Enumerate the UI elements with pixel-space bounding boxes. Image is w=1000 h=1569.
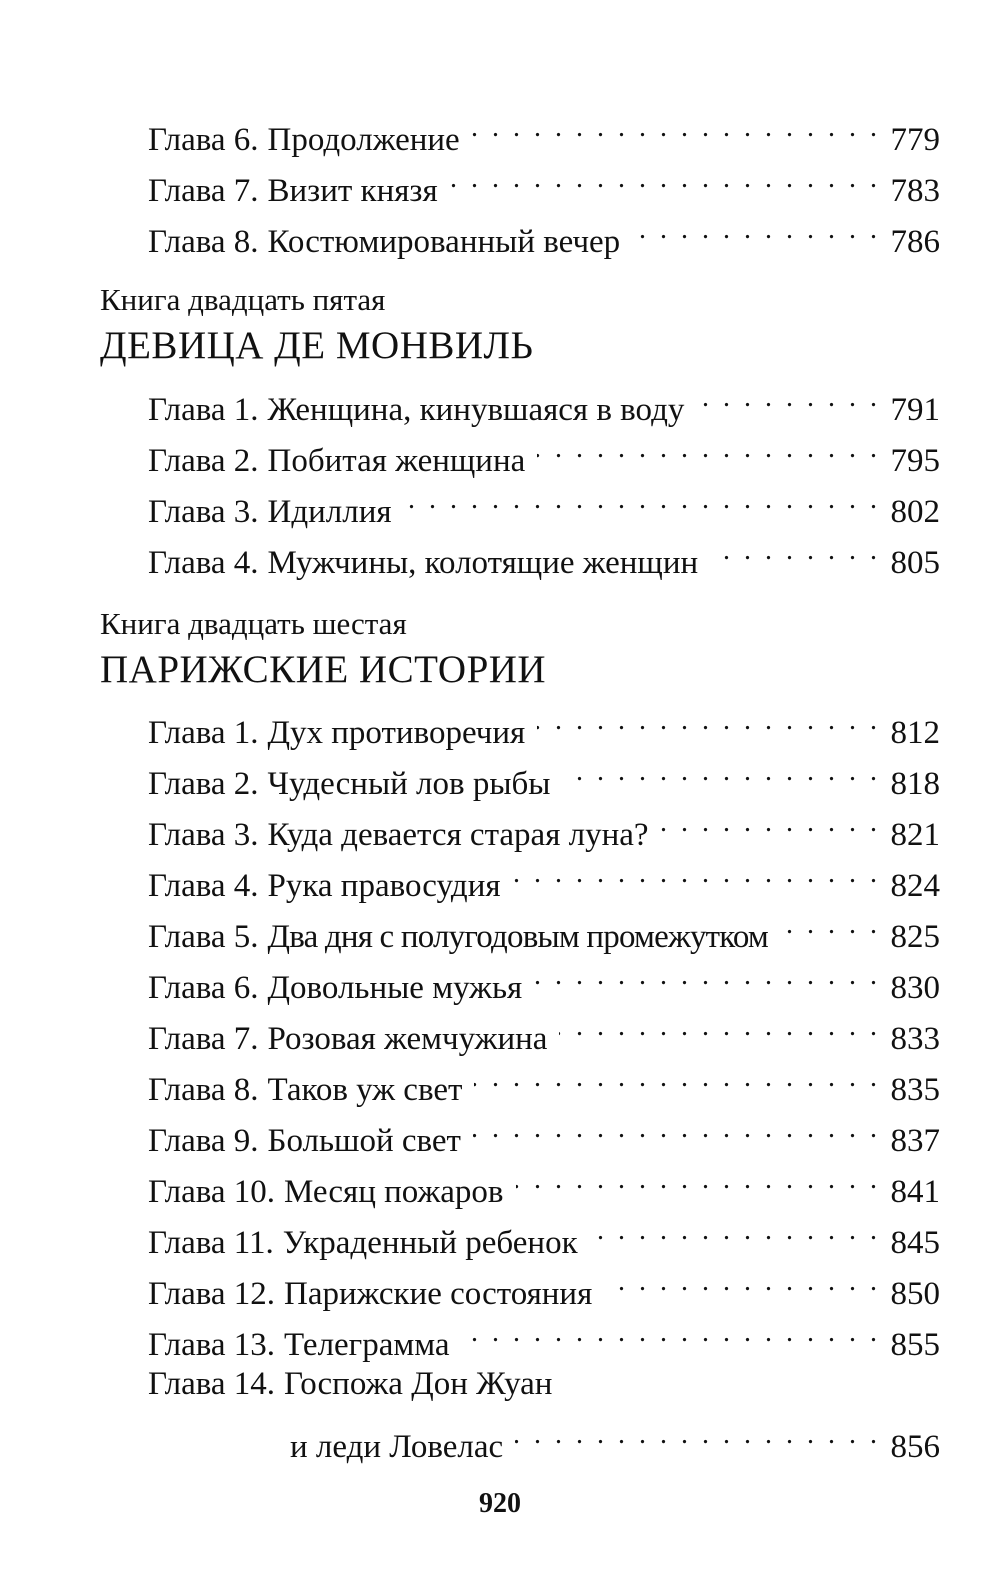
dot-leader (472, 106, 881, 150)
chapter-number: Глава 2. (148, 443, 259, 479)
chapter-title: Продолжение (267, 122, 460, 158)
dot-leader (559, 1005, 880, 1049)
page-number: 795 (890, 443, 940, 479)
dot-leader (696, 376, 880, 420)
dot-leader (590, 1209, 881, 1253)
toc-entry-label (148, 1221, 578, 1265)
chapter-title: Рука правосудия (267, 868, 501, 904)
page-number: 783 (890, 173, 940, 209)
dot-leader (562, 750, 880, 794)
toc-entry-label (148, 762, 550, 806)
page-number: 841 (890, 1174, 940, 1210)
dot-leader (516, 1158, 881, 1202)
toc-entry-label (148, 813, 649, 857)
book-label: Книга двадцать пятая (100, 282, 386, 317)
chapter-title: Розовая жемчужина (267, 1021, 548, 1057)
page-number: 845 (890, 1225, 940, 1261)
toc-entry-label (148, 1323, 450, 1367)
toc-entry (148, 1311, 940, 1363)
page-number: 821 (890, 817, 940, 853)
chapter-number: Глава 3. (148, 817, 259, 853)
chapter-title: Идиллия (267, 494, 392, 530)
chapter-title: Таков уж свет (267, 1072, 463, 1108)
dot-leader (515, 1413, 880, 1457)
toc-entry-label (148, 1272, 592, 1316)
dot-leader (473, 1107, 881, 1151)
dot-leader (537, 699, 880, 743)
toc-entry (148, 1056, 940, 1108)
book-label: Книга двадцать шестая (100, 606, 407, 641)
chapter-number: Глава 1. (148, 392, 259, 428)
chapter-number: Глава 12. (148, 1276, 276, 1312)
dot-leader (534, 954, 880, 998)
chapter-number: Глава 1. (148, 715, 259, 751)
chapter-number: Глава 10. (148, 1174, 276, 1210)
page-number: 833 (890, 1021, 940, 1057)
page-number: 837 (890, 1123, 940, 1159)
toc-entry (148, 478, 940, 530)
chapter-number: Глава 3. (148, 494, 259, 530)
toc-entry-label (148, 388, 684, 432)
dot-leader (604, 1260, 880, 1304)
toc-entry (148, 106, 940, 158)
toc-entry-label (148, 439, 525, 483)
dot-leader (661, 801, 881, 845)
chapter-number: Глава 4. (148, 868, 259, 904)
book-title: ПАРИЖСКИЕ ИСТОРИИ (100, 648, 547, 691)
page-number: 855 (890, 1327, 940, 1363)
chapter-number: Глава 6. (148, 122, 259, 158)
chapter-number: Глава 8. (148, 1072, 259, 1108)
toc-entry (148, 1209, 940, 1261)
toc-entry (148, 1005, 940, 1057)
chapter-title: Два дня с полугодовым промежутком (267, 919, 768, 955)
chapter-number: Глава 6. (148, 970, 259, 1006)
toc-entry (148, 954, 940, 1006)
chapter-number: Глава 11. (148, 1225, 274, 1261)
chapter-number: Глава 14. (148, 1366, 276, 1402)
book-title: ДЕВИЦА ДЕ МОНВИЛЬ (100, 324, 534, 367)
page-number: 850 (890, 1276, 940, 1312)
toc-entry (148, 1107, 940, 1159)
chapter-number: Глава 8. (148, 224, 259, 260)
dot-leader (537, 427, 880, 471)
chapter-number: Глава 9. (148, 1123, 259, 1159)
chapter-title: Украденный ребенок (282, 1225, 578, 1261)
toc-entry-label (148, 169, 438, 213)
folio-page-number: 920 (479, 1488, 521, 1519)
dot-leader (450, 157, 881, 201)
toc-entry (148, 903, 940, 955)
page-number: 824 (890, 868, 940, 904)
page-number: 791 (890, 392, 940, 428)
dot-leader (710, 529, 880, 573)
toc-entry (148, 157, 940, 209)
chapter-number: Глава 4. (148, 545, 259, 581)
page-number: 825 (890, 919, 940, 955)
chapter-number: Глава 13. (148, 1327, 276, 1363)
toc-entry-label (148, 541, 698, 585)
chapter-number: Глава 2. (148, 766, 259, 802)
chapter-title: Куда девается старая луна? (267, 817, 649, 853)
toc-entry-first-line (148, 1362, 552, 1406)
toc-entry-label (148, 220, 620, 264)
chapter-title: Визит князя (267, 173, 438, 209)
page-number: 818 (890, 766, 940, 802)
chapter-number: Глава 5. (148, 919, 259, 955)
page-number: 786 (890, 224, 940, 260)
toc-entry-label (148, 1119, 461, 1163)
page-number: 805 (890, 545, 940, 581)
dot-leader (474, 1056, 880, 1100)
dot-leader (632, 208, 880, 252)
toc-entry (148, 376, 940, 428)
dot-leader (513, 852, 881, 896)
page-number: 779 (890, 122, 940, 158)
chapter-title: Мужчины, колотящие женщин (267, 545, 699, 581)
toc-entry (148, 1260, 940, 1312)
toc-entry (148, 750, 940, 802)
toc-entry (148, 801, 940, 853)
toc-entry (148, 699, 940, 751)
toc-entry-label (148, 966, 522, 1010)
chapter-title: Побитая женщина (267, 443, 526, 479)
chapter-title-continued: и леди Ловелас (290, 1429, 504, 1465)
chapter-title: Дух противоречия (267, 715, 526, 751)
toc-entry-label (148, 864, 501, 908)
dot-leader (780, 903, 881, 947)
chapter-number: Глава 7. (148, 173, 259, 209)
chapter-title: Чудесный лов рыбы (267, 766, 551, 802)
chapter-title: Телеграмма (284, 1327, 450, 1363)
page-number: 802 (890, 494, 940, 530)
dot-leader (462, 1311, 881, 1355)
dot-leader (404, 478, 881, 522)
toc-entry-label (148, 711, 525, 755)
chapter-title: Костюмированный вечер (267, 224, 621, 260)
toc-entry (290, 1413, 940, 1465)
toc-entry (148, 208, 940, 260)
chapter-title: Большой свет (267, 1123, 461, 1159)
chapter-title: Госпожа Дон Жуан (284, 1366, 553, 1402)
toc-entry-label (148, 118, 460, 162)
toc-entry (148, 1158, 940, 1210)
chapter-title: Парижские состояния (284, 1276, 593, 1312)
page-number: 830 (890, 970, 940, 1006)
page-number: 856 (890, 1429, 940, 1465)
toc-entry-label (148, 1068, 462, 1112)
chapter-title: Женщина, кинувшаяся в воду (267, 392, 685, 428)
toc-entry-label (148, 915, 768, 959)
chapter-title: Месяц пожаров (284, 1174, 504, 1210)
toc-entry-label (148, 1017, 547, 1061)
page-number: 812 (890, 715, 940, 751)
page-number: 835 (890, 1072, 940, 1108)
toc-entry (148, 529, 940, 581)
toc-entry (148, 427, 940, 479)
toc-entry-label (148, 490, 392, 534)
toc-entry-label (148, 1170, 504, 1214)
chapter-title: Довольные мужья (267, 970, 523, 1006)
toc-entry (148, 852, 940, 904)
chapter-number: Глава 7. (148, 1021, 259, 1057)
